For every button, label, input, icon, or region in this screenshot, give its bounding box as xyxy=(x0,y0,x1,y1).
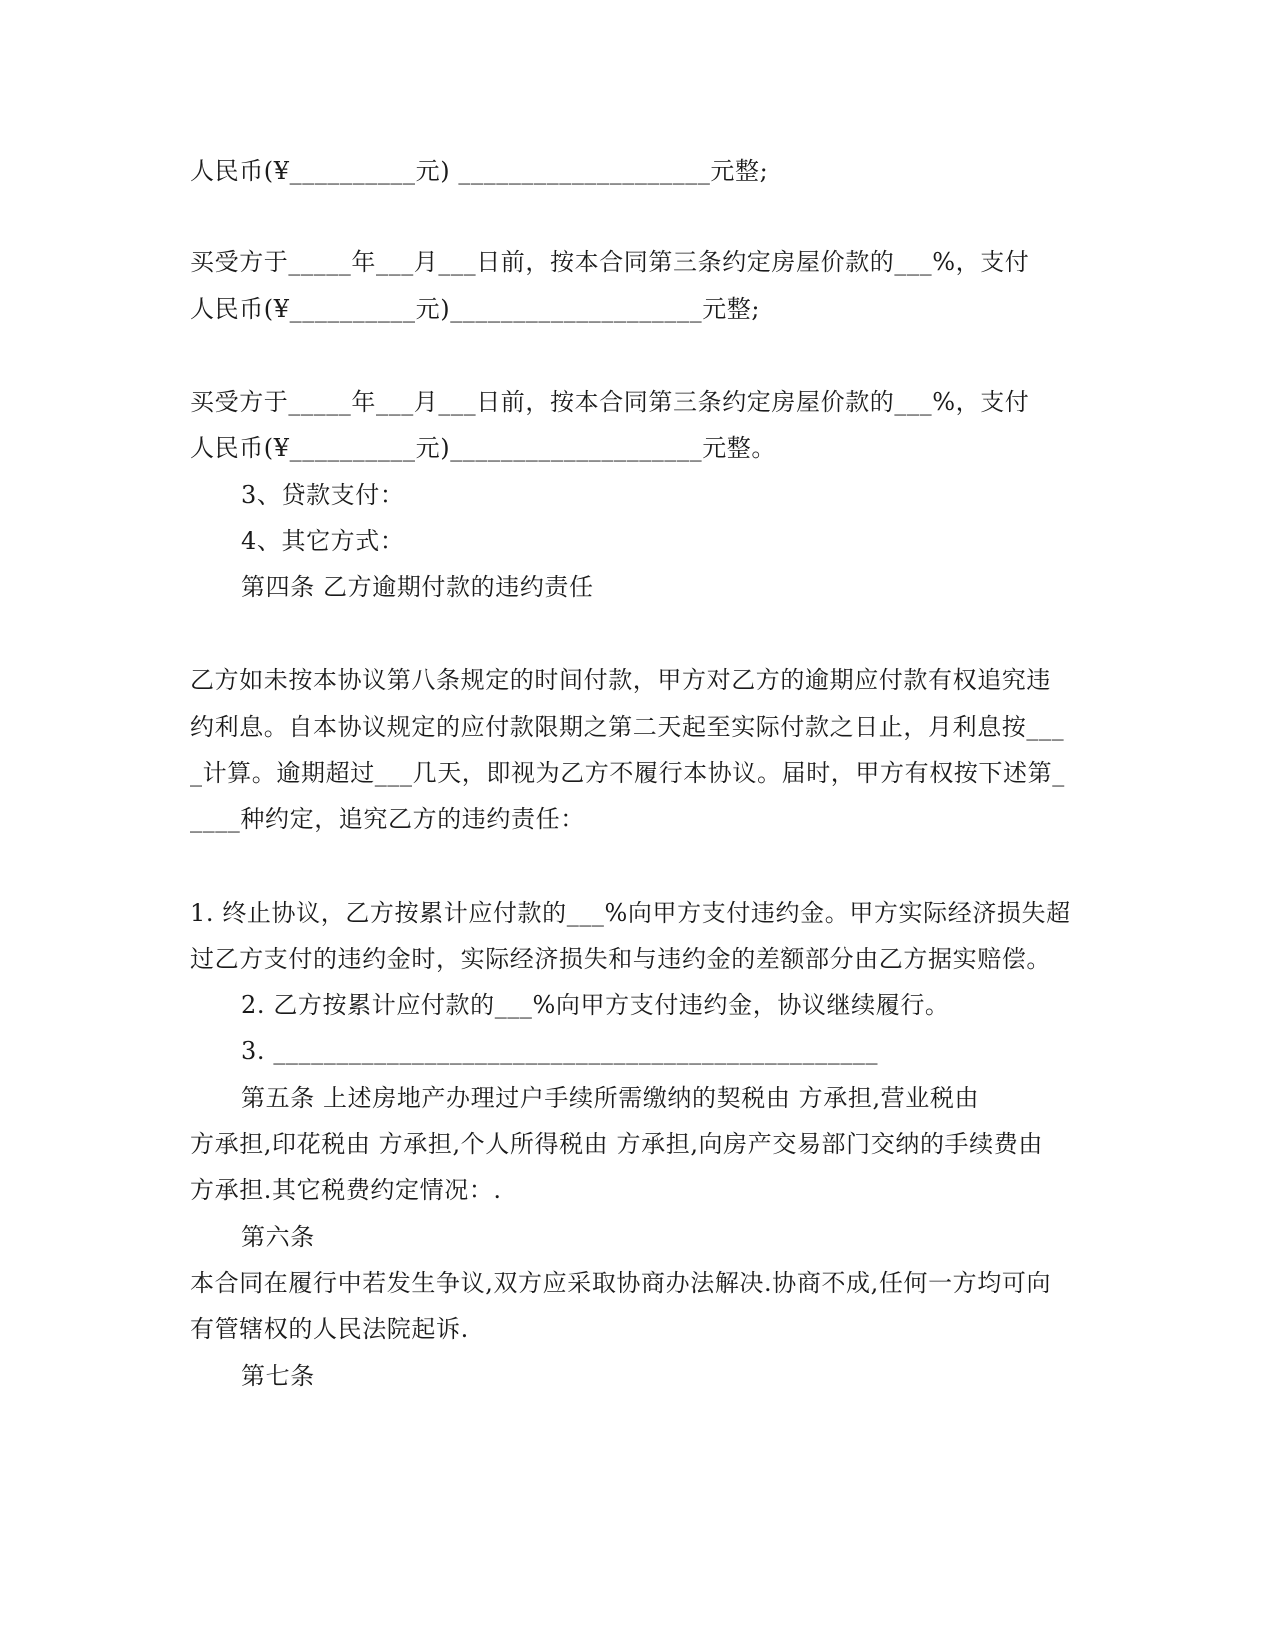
text-line: 3、贷款支付： xyxy=(241,481,405,509)
section-heading: 第五条 上述房地产办理过户手续所需缴纳的契税由 方承担,营业税由 xyxy=(241,1084,980,1112)
text-line: 过乙方支付的违约金时，实际经济损失和与违约金的差额部分由乙方据实赔偿。 xyxy=(190,945,1051,973)
text-line: 人民币(¥__________元) ____________________元整; xyxy=(190,157,769,185)
text-line: 约利息。自本协议规定的应付款限期之第二天起至实际付款之日止，月利息按___ xyxy=(190,713,1065,741)
text-line: ____种约定，追究乙方的违约责任： xyxy=(190,805,585,833)
text-line: 方承担.其它税费约定情况：. xyxy=(190,1176,502,1204)
section-heading: 第四条 乙方逾期付款的违约责任 xyxy=(241,573,594,601)
text-line: 1. 终止协议，乙方按累计应付款的___%向甲方支付违约金。甲方实际经济损失超 xyxy=(190,899,1071,927)
text-line: 买受方于_____年___月___日前，按本合同第三条约定房屋价款的___%，支付 xyxy=(190,388,1030,416)
text-line: 2. 乙方按累计应付款的___%向甲方支付违约金，协议继续履行。 xyxy=(241,991,950,1019)
text-line: 有管辖权的人民法院起诉. xyxy=(190,1315,469,1343)
text-line: _计算。逾期超过___几天，即视为乙方不履行本协议。届时，甲方有权按下述第_ xyxy=(190,759,1065,787)
text-line: 人民币(¥__________元)____________________元整。 xyxy=(190,434,776,462)
section-heading: 第七条 xyxy=(241,1362,315,1390)
text-line: 买受方于_____年___月___日前，按本合同第三条约定房屋价款的___%，支付 xyxy=(190,248,1030,276)
text-line: 3. ________________________________________________ xyxy=(241,1037,879,1065)
text-line: 4、其它方式： xyxy=(241,527,405,555)
section-heading: 第六条 xyxy=(241,1223,315,1251)
text-line: 乙方如未按本协议第八条规定的时间付款，甲方对乙方的逾期应付款有权追究违 xyxy=(190,666,1051,694)
text-line: 本合同在履行中若发生争议,双方应采取协商办法解决.协商不成,任何一方均可向 xyxy=(190,1269,1052,1297)
text-line: 方承担,印花税由 方承担,个人所得税由 方承担,向房产交易部门交纳的手续费由 xyxy=(190,1130,1043,1158)
text-line: 人民币(¥__________元)____________________元整; xyxy=(190,295,761,323)
